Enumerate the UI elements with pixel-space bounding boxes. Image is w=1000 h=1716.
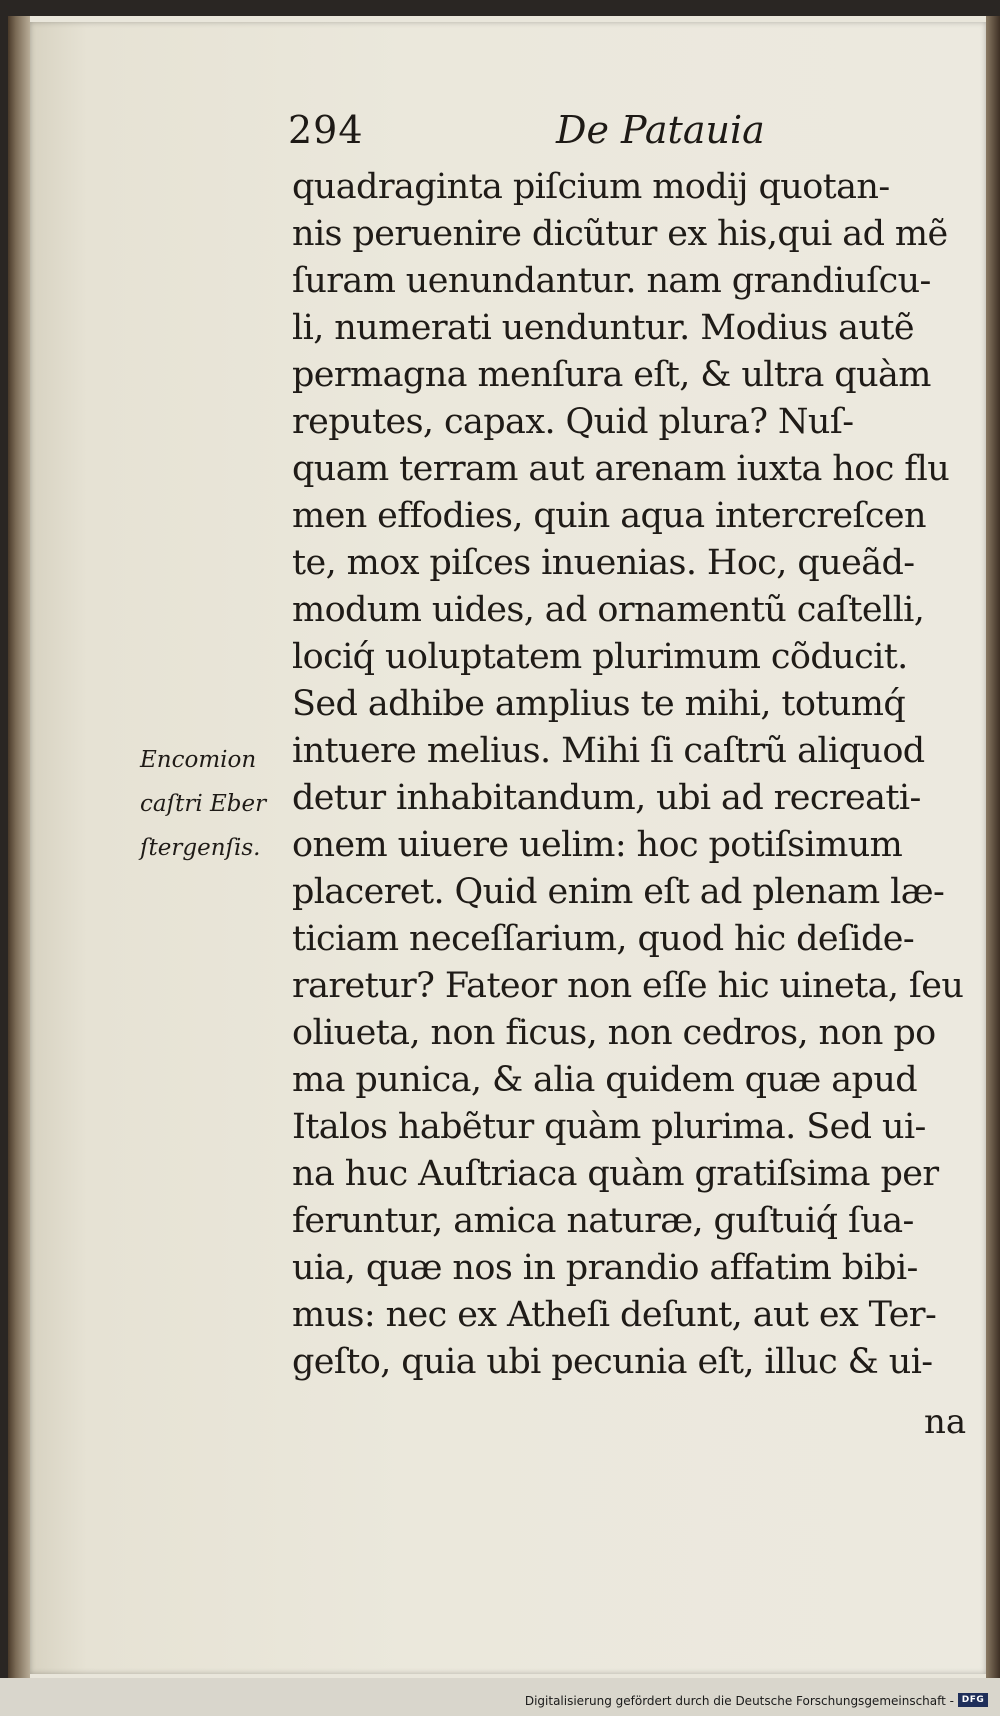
text-line: raretur? Fateor non eſſe hic uineta, ſeu xyxy=(292,966,964,1006)
text-line: feruntur, amica naturæ, guſtuiq́ ſua- xyxy=(292,1201,914,1241)
text-line: intuere melius. Mihi ſi caſtrũ aliquod xyxy=(292,731,925,771)
text-line: quam terram aut arenam iuxta hoc flu xyxy=(292,449,950,489)
scanner-background-left xyxy=(0,0,8,1716)
text-line: Italos habẽtur quàm plurima. Sed ui- xyxy=(292,1107,926,1147)
marginal-note-line: caſtri Eber xyxy=(140,791,267,817)
text-line: reputes, capax. Quid plura? Nuſ- xyxy=(292,402,854,442)
marginal-note-line: ſtergenſis. xyxy=(140,835,261,861)
text-line: geſto, quia ubi pecunia eſt, illuc & ui- xyxy=(292,1342,933,1382)
text-line: ſuram uenundantur. nam grandiuſcu- xyxy=(292,261,931,301)
text-line: na huc Auſtriaca quàm gratiſsima per xyxy=(292,1154,939,1194)
marginal-note xyxy=(140,738,290,870)
text-line: men effodies, quin aqua intercreſcen xyxy=(292,496,926,536)
text-line: oliueta, non ficus, non cedros, non po xyxy=(292,1013,936,1053)
scanner-background-top xyxy=(0,0,1000,16)
body-text xyxy=(292,164,972,1386)
text-line: quadraginta piſcium modij quotan- xyxy=(292,167,890,207)
book-spine-edge xyxy=(8,16,30,1678)
text-line: te, mox piſces inuenias. Hoc, queãd- xyxy=(292,543,915,583)
text-line: ma punica, & alia quidem quæ apud xyxy=(292,1060,918,1100)
text-line: detur inhabitandum, ubi ad recreati- xyxy=(292,778,921,818)
scanner-background-right xyxy=(986,16,1000,1678)
text-line: ticiam neceſſarium, quod hic deſide- xyxy=(292,919,915,959)
text-line: placeret. Quid enim eſt ad plenam læ- xyxy=(292,872,945,912)
marginal-note-line: Encomion xyxy=(140,747,257,773)
text-line: lociq́ uoluptatem plurimum cõducit. xyxy=(292,637,908,677)
dfg-logo-icon: DFG xyxy=(958,1693,988,1707)
text-line: permagna menſura eſt, & ultra quàm xyxy=(292,355,931,395)
text-line: Sed adhibe amplius te mihi, totumq́ xyxy=(292,684,906,724)
text-line: onem uiuere uelim: hoc potiſsimum xyxy=(292,825,903,865)
text-line: mus: nec ex Atheſi deſunt, aut ex Ter- xyxy=(292,1295,937,1335)
catchword: na xyxy=(924,1402,967,1442)
page-number: 294 xyxy=(288,108,364,152)
running-title: De Patauia xyxy=(556,108,765,152)
text-line: li, numerati uenduntur. Modius autẽ xyxy=(292,308,914,348)
text-line: modum uides, ad ornamentũ caſtelli, xyxy=(292,590,925,630)
text-line: nis peruenire dicũtur ex his,qui ad mẽ xyxy=(292,214,948,254)
digitization-credit: Digitalisierung gefördert durch die Deutsche Forschungsgemeinschaft - xyxy=(524,1694,954,1708)
text-line: uia, quæ nos in prandio affatim bibi- xyxy=(292,1248,918,1288)
